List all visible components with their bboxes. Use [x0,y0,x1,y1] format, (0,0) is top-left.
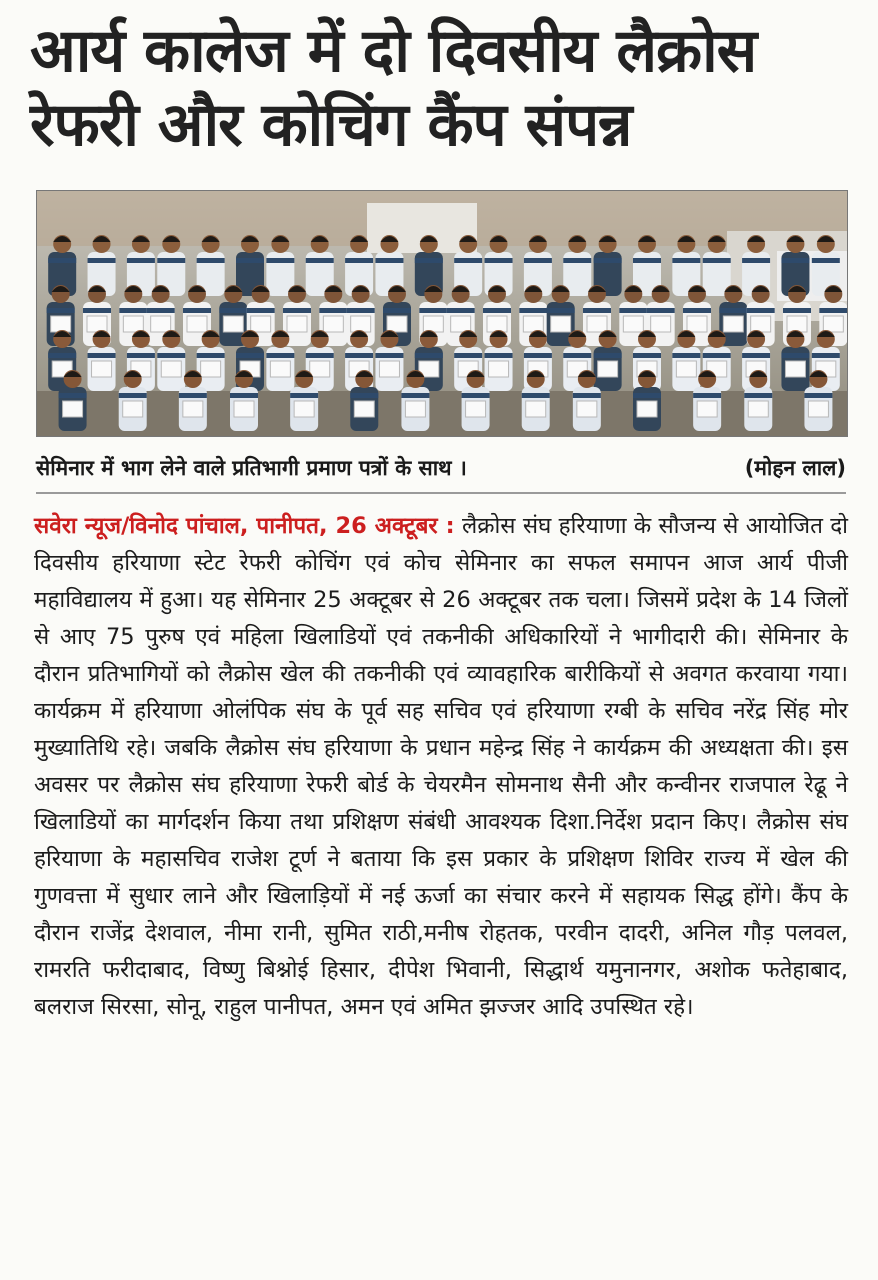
certificate [523,316,543,332]
person-shirt-stripe [693,393,721,398]
person-shirt-stripe [345,258,373,263]
person-shirt-stripe [783,308,811,313]
certificate [183,401,203,417]
person-shirt-stripe [594,353,622,358]
person-shirt-stripe [563,258,591,263]
person-shirt-stripe [447,308,475,313]
photo-caption [36,448,846,488]
article-body [34,508,848,1026]
certificate [201,361,221,377]
person-shirt-stripe [48,353,76,358]
person-shirt-stripe [283,308,311,313]
person-shirt-stripe [247,308,275,313]
certificate [123,401,143,417]
person-shirt-stripe [547,308,575,313]
person-shirt-stripe [454,353,482,358]
person-shirt-stripe [306,353,334,358]
person-shirt-stripe [583,308,611,313]
certificate [526,401,546,417]
caption-text: सेमिनार में भाग लेने वाले प्रतिभागी प्रमाण पत्रों के साथ । [36,456,467,480]
person-shirt-stripe [573,393,601,398]
person-shirt-stripe [219,308,247,313]
photo-credit: (मोहन लाल) [744,456,846,480]
person-shirt-stripe [483,308,511,313]
certificate [63,401,83,417]
person-shirt-stripe [119,393,147,398]
person-shirt-stripe [742,353,770,358]
person-shirt-stripe [48,258,76,263]
person-shirt-stripe [419,308,447,313]
person-shirt-stripe [157,353,185,358]
person-shirt-stripe [781,258,809,263]
person-shirt-stripe [127,258,155,263]
certificate [123,316,143,332]
certificate [466,401,486,417]
certificate [723,316,743,332]
person-shirt-stripe [563,353,591,358]
person-shirt-stripe [454,258,482,263]
person-shirt-stripe [703,258,731,263]
person-shirt-stripe [375,258,403,263]
person-shirt-stripe [266,258,294,263]
person-shirt-stripe [383,308,411,313]
person-shirt-stripe [633,393,661,398]
person-shirt-stripe [350,393,378,398]
certificate [251,316,271,332]
person-shirt-stripe [633,258,661,263]
headline-line-2: रेफरी और कोचिंग कैंप संपन्न [30,90,632,160]
certificate [423,316,443,332]
certificate [387,316,407,332]
person-shirt-stripe [672,258,700,263]
person-shirt-stripe [345,353,373,358]
person-shirt-stripe [781,353,809,358]
person-shirt-stripe [819,308,847,313]
certificate [748,401,768,417]
person-shirt-stripe [236,258,264,263]
certificate [92,361,112,377]
certificate [551,316,571,332]
certificate [223,316,243,332]
certificate [161,361,181,377]
person-shirt-stripe [88,353,116,358]
person-shirt-stripe [147,308,175,313]
person-shirt-stripe [485,258,513,263]
headline [30,14,860,162]
certificate [598,361,618,377]
person-shirt-stripe [703,353,731,358]
person-shirt-stripe [230,393,258,398]
person-shirt-stripe [306,258,334,263]
certificate [787,316,807,332]
person-shirt-stripe [290,393,318,398]
person-shirt-stripe [485,353,513,358]
certificate [354,401,374,417]
person-shirt-stripe [401,393,429,398]
person-shirt-stripe [47,308,75,313]
person-shirt-stripe [719,308,747,313]
certificate [405,401,425,417]
person-shirt-stripe [266,353,294,358]
certificate [379,361,399,377]
person-shirt-stripe [415,258,443,263]
certificate [697,401,717,417]
certificate [451,316,471,332]
person-shirt-stripe [347,308,375,313]
certificate [187,316,207,332]
headline-line-1: आर्य कालेज में दो दिवसीय लैक्रोस [30,16,757,86]
certificate [676,361,696,377]
certificate [823,316,843,332]
certificate [651,316,671,332]
article-text: लैक्रोस संघ हरियाणा के सौजन्य से आयोजित दो दिवसीय हरियाणा स्टेट रेफरी कोचिंग एवं कोच सेमिनार का सफल समापन आज आर्य पीजी महाविद्यालय में हुआ। यह सेमिनार 25 अक्टूबर से 26 अक्टूबर तक चला। जिसमें प्रदेश के 14 जिलों से आए 75 पुरुष एवं महिला खिलाडियों एवं तकनीकी अधिकारियों ने भागीदारी की। सेमिनार के दौरान प्रतिभागियों को लैक्रोस खेल की तकनीकी एवं व्यावहारिक बारीकियों से अवगत करवाया गया। कार्यक्रम में हरियाणा ओलंपिक संघ के पूर्व सह सचिव एवं हरियाणा रग्बी के सचिव नरेंद्र सिंह मोर मुख्यातिथि रहे। जबकि लैक्रोस संघ हरियाणा के प्रधान महेन्द्र सिंह ने कार्यक्रम की अध्यक्षता की। इस अवसर पर लैक्रोस संघ हरियाणा रेफरी बोर्ड के चेयरमैन सोमनाथ सैनी और कन्वीनर राजपाल रेढू ने खिलाडियों का मार्गदर्शन किया तथा प्रशिक्षण संबंधी आवश्यक दिशा.निर्देश प्रदान किए। लैक्रोस संघ हरियाणा के महासचिव राजेश टूर्ण ने बताया कि इस प्रकार के प्रशिक्षण शिविर राज्य में खेल की गुणवत्ता में सुधार लाने और खिलाड़ियों में नई ऊर्जा का संचार करने में सहायक सिद्ध होंगे। कैंप के दौरान राजेंद्र देशवाल, नीमा रानी, सुमित राठी,मनीष रोहतक, परवीन दादरी, अनिल गौड़ पलवल, रामरति फरीदाबाद, विष्णु बिश्नोई हिसार, दीपेश भिवानी, सिद्धार्थ यमुनानगर, अशोक फतेहाबाद, बलराज सिरसा, सोनू, राहुल पानीपत, अमन एवं अमित झज्जर आदि उपस्थित रहे। [34,513,849,1020]
certificate [487,316,507,332]
certificate [751,316,771,332]
certificate [489,361,509,377]
person-shirt-stripe [375,353,403,358]
person-shirt-stripe [197,258,225,263]
person-shirt-stripe [522,393,550,398]
person-shirt-stripe [236,353,264,358]
person-shirt-stripe [519,308,547,313]
person-shirt-stripe [683,308,711,313]
person-shirt-stripe [747,308,775,313]
person-shirt-stripe [319,308,347,313]
certificate [310,361,330,377]
person-shirt-stripe [83,308,111,313]
person-shirt-stripe [647,308,675,313]
certificate [687,316,707,332]
certificate [351,316,371,332]
certificate [294,401,314,417]
person-shirt-stripe [804,393,832,398]
person-shirt-stripe [812,258,840,263]
person-shirt-stripe [744,393,772,398]
certificate [51,316,71,332]
person-shirt-stripe [119,308,147,313]
certificate [808,401,828,417]
person-shirt-stripe [619,308,647,313]
certificate [587,316,607,332]
person-shirt-stripe [524,258,552,263]
person-shirt-stripe [742,258,770,263]
person-shirt-stripe [179,393,207,398]
certificate [287,316,307,332]
certificate [637,401,657,417]
group-photo-illustration [37,191,847,436]
group-photo [36,190,848,437]
person-shirt-stripe [633,353,661,358]
certificate [87,316,107,332]
person-shirt-stripe [594,258,622,263]
certificate [577,401,597,417]
person-shirt-stripe [812,353,840,358]
certificate [270,361,290,377]
article-dateline: सवेरा न्यूज/विनोद पांचाल, पानीपत, 26 अक्टूबर : [34,513,455,539]
certificate [323,316,343,332]
certificate [151,316,171,332]
person-shirt-stripe [183,308,211,313]
caption-divider [36,492,846,494]
person-shirt-stripe [524,353,552,358]
person-shirt-stripe [157,258,185,263]
certificate [623,316,643,332]
person-shirt-stripe [197,353,225,358]
person-shirt-stripe [127,353,155,358]
person-shirt-stripe [672,353,700,358]
certificate [234,401,254,417]
person-shirt-stripe [59,393,87,398]
person-shirt-stripe [462,393,490,398]
person-shirt-stripe [88,258,116,263]
certificate [785,361,805,377]
person-shirt-stripe [415,353,443,358]
